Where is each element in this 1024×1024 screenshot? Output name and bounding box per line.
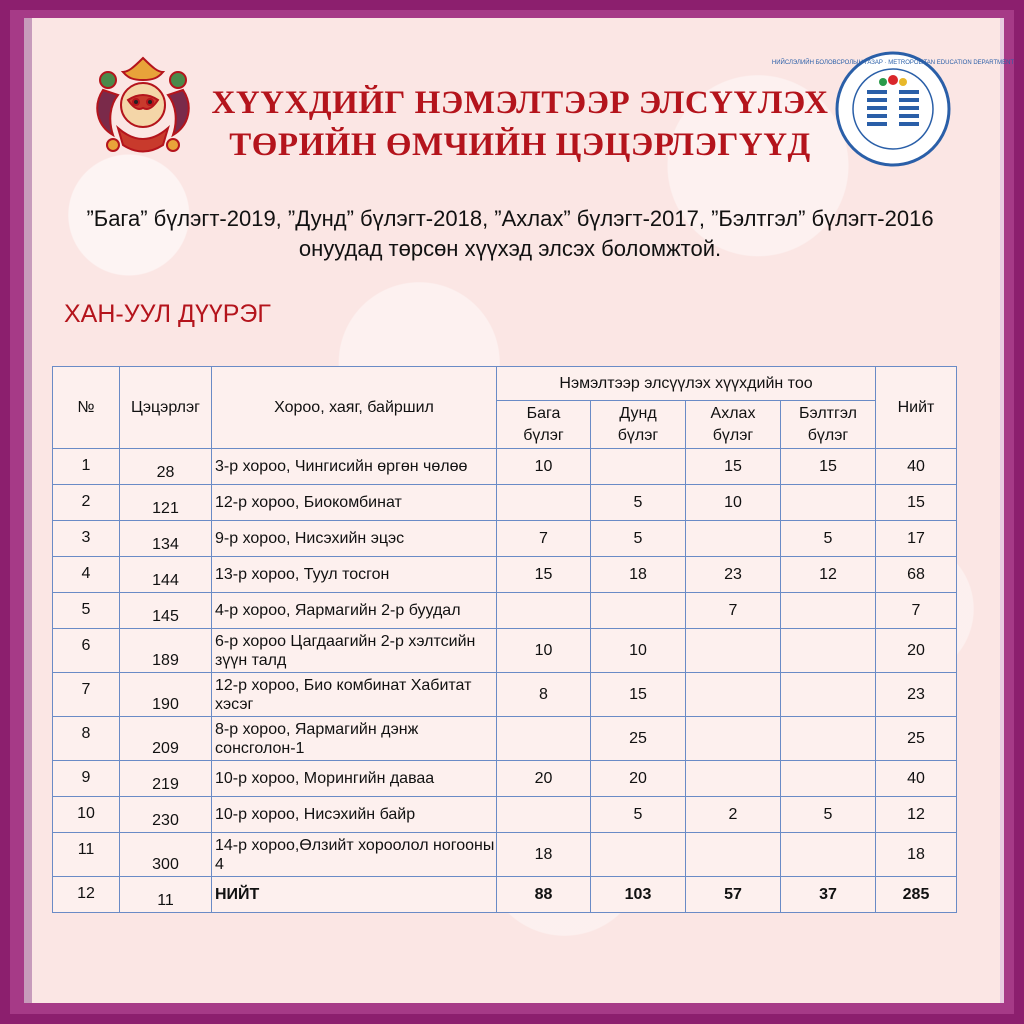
state-emblem-logo (78, 50, 208, 160)
total-cell: 15 (876, 485, 957, 521)
row-number: 5 (53, 593, 120, 629)
kindergarten-number: 189 (120, 629, 212, 673)
table-row (53, 797, 957, 833)
table-row (53, 557, 957, 593)
dund-cell (591, 449, 686, 485)
header-no: № (53, 367, 120, 449)
baga-cell: 20 (497, 761, 591, 797)
ahlah-cell (686, 673, 781, 717)
table-row (53, 521, 957, 557)
table-row (53, 673, 957, 717)
subtitle (40, 204, 980, 264)
baga-cell: 15 (497, 557, 591, 593)
row-number: 6 (53, 629, 120, 673)
dund-cell: 25 (591, 717, 686, 761)
address-cell: 14-р хороо,Өлзийт хороолол ногооны 4 (212, 833, 497, 877)
row-number: 7 (53, 673, 120, 717)
subtitle-line-1: ”Бага” бүлэгт-2019, ”Дунд” бүлэгт-2018, ”Ахлах” бүлэгт-2017, ”Бэлтгэл” бүлэгт-2016 (86, 206, 934, 231)
total-cell: 25 (876, 717, 957, 761)
header-beltgel: Бэлтгэл бүлэг (781, 401, 876, 449)
table-row (53, 629, 957, 673)
total-label: НИЙТ (212, 877, 497, 913)
row-number: 11 (53, 833, 120, 877)
baga-cell (497, 485, 591, 521)
baga-cell: 8 (497, 673, 591, 717)
total-row (53, 877, 957, 913)
beltgel-cell (781, 833, 876, 877)
address-cell: 9-р хороо, Нисэхийн эцэс (212, 521, 497, 557)
beltgel-cell (781, 485, 876, 521)
address-cell: 12-р хороо, Биокомбинат (212, 485, 497, 521)
dund-cell: 15 (591, 673, 686, 717)
dund-cell: 5 (591, 521, 686, 557)
kindergarten-number: 209 (120, 717, 212, 761)
beltgel-cell (781, 593, 876, 629)
total-cell: 7 (876, 593, 957, 629)
header-total: Нийт (876, 367, 957, 449)
ahlah-cell (686, 521, 781, 557)
row-number: 2 (53, 485, 120, 521)
baga-cell: 10 (497, 449, 591, 485)
total-cell: 23 (876, 673, 957, 717)
title-line-1: ХҮҮХДИЙГ НЭМЭЛТЭЭР ЭЛСҮҮЛЭХ (211, 85, 829, 121)
row-number: 10 (53, 797, 120, 833)
ahlah-cell: 10 (686, 485, 781, 521)
kindergarten-number: 144 (120, 557, 212, 593)
ahlah-cell: 15 (686, 449, 781, 485)
district-heading: ХАН-УУЛ ДҮҮРЭГ (64, 300, 271, 328)
education-department-logo (771, 50, 1015, 168)
kindergarten-count: 11 (120, 877, 212, 913)
address-cell: 6-р хороо Цагдаагийн 2-р хэлтсийн зүүн талд (212, 629, 497, 673)
beltgel-cell (781, 761, 876, 797)
total-cell: 40 (876, 449, 957, 485)
row-number: 8 (53, 717, 120, 761)
kindergarten-number: 121 (120, 485, 212, 521)
address-cell: 10-р хороо, Морингийн даваа (212, 761, 497, 797)
header-baga: Бага бүлэг (497, 401, 591, 449)
total-cell: 18 (876, 833, 957, 877)
kindergarten-number: 134 (120, 521, 212, 557)
table-row (53, 593, 957, 629)
ahlah-cell: 7 (686, 593, 781, 629)
table-row (53, 761, 957, 797)
ahlah-cell: 2 (686, 797, 781, 833)
dund-cell: 5 (591, 797, 686, 833)
total-cell: 40 (876, 761, 957, 797)
total-cell: 12 (876, 797, 957, 833)
baga-cell (497, 797, 591, 833)
kindergarten-number: 230 (120, 797, 212, 833)
kindergarten-number: 300 (120, 833, 212, 877)
address-cell: 8-р хороо, Яармагийн дэнж сонсголон-1 (212, 717, 497, 761)
beltgel-cell (781, 717, 876, 761)
row-number: 12 (53, 877, 120, 913)
subtitle-line-2: онуудад төрсөн хүүхэд элсэх боломжтой. (298, 236, 722, 261)
dund-cell (591, 833, 686, 877)
ahlah-cell (686, 761, 781, 797)
ahlah-cell: 23 (686, 557, 781, 593)
header-school: Цэцэрлэг (120, 367, 212, 449)
total-total-cell: 285 (876, 877, 957, 913)
kindergarten-number: 28 (120, 449, 212, 485)
baga-cell (497, 717, 591, 761)
beltgel-cell: 15 (781, 449, 876, 485)
kindergarten-number: 190 (120, 673, 212, 717)
address-cell: 4-р хороо, Яармагийн 2-р буудал (212, 593, 497, 629)
total-cell: 68 (876, 557, 957, 593)
beltgel-cell: 5 (781, 797, 876, 833)
total-baga-cell: 88 (497, 877, 591, 913)
table-row (53, 717, 957, 761)
address-cell: 10-р хороо, Нисэхийн байр (212, 797, 497, 833)
ahlah-cell (686, 629, 781, 673)
header-dund: Дунд бүлэг (591, 401, 686, 449)
baga-cell: 7 (497, 521, 591, 557)
title-line-2: ТӨРИЙН ӨМЧИЙН ЦЭЦЭРЛЭГҮҮД (229, 127, 811, 163)
table-row (53, 833, 957, 877)
header-ahlah: Ахлах бүлэг (686, 401, 781, 449)
total-cell: 20 (876, 629, 957, 673)
row-number: 3 (53, 521, 120, 557)
total-ahlah-cell: 57 (686, 877, 781, 913)
dund-cell: 10 (591, 629, 686, 673)
baga-cell: 18 (497, 833, 591, 877)
address-cell: 13-р хороо, Туул тосгон (212, 557, 497, 593)
beltgel-cell: 5 (781, 521, 876, 557)
kindergarten-table (52, 366, 957, 913)
header-group: Нэмэлтээр элсүүлэх хүүхдийн тоо (497, 367, 876, 401)
beltgel-cell: 12 (781, 557, 876, 593)
kindergarten-number: 219 (120, 761, 212, 797)
dund-cell (591, 593, 686, 629)
row-number: 4 (53, 557, 120, 593)
address-cell: 12-р хороо, Био комбинат Хабитат хэсэг (212, 673, 497, 717)
table-row (53, 485, 957, 521)
page-title (210, 82, 830, 166)
ahlah-cell (686, 717, 781, 761)
logo-ring-text: НИЙСЛЭЛИЙН БОЛОВСРОЛЫН ГАЗАР · METROPOLITAN EDUCATION DEPARTMENT (771, 60, 1015, 66)
total-beltgel-cell: 37 (781, 877, 876, 913)
dund-cell: 18 (591, 557, 686, 593)
address-cell: 3-р хороо, Чингисийн өргөн чөлөө (212, 449, 497, 485)
table-row (53, 449, 957, 485)
ahlah-cell (686, 833, 781, 877)
header-address: Хороо, хаяг, байршил (212, 367, 497, 449)
row-number: 9 (53, 761, 120, 797)
total-dund-cell: 103 (591, 877, 686, 913)
total-cell: 17 (876, 521, 957, 557)
beltgel-cell (781, 629, 876, 673)
beltgel-cell (781, 673, 876, 717)
dund-cell: 20 (591, 761, 686, 797)
baga-cell (497, 593, 591, 629)
baga-cell: 10 (497, 629, 591, 673)
row-number: 1 (53, 449, 120, 485)
dund-cell: 5 (591, 485, 686, 521)
kindergarten-number: 145 (120, 593, 212, 629)
